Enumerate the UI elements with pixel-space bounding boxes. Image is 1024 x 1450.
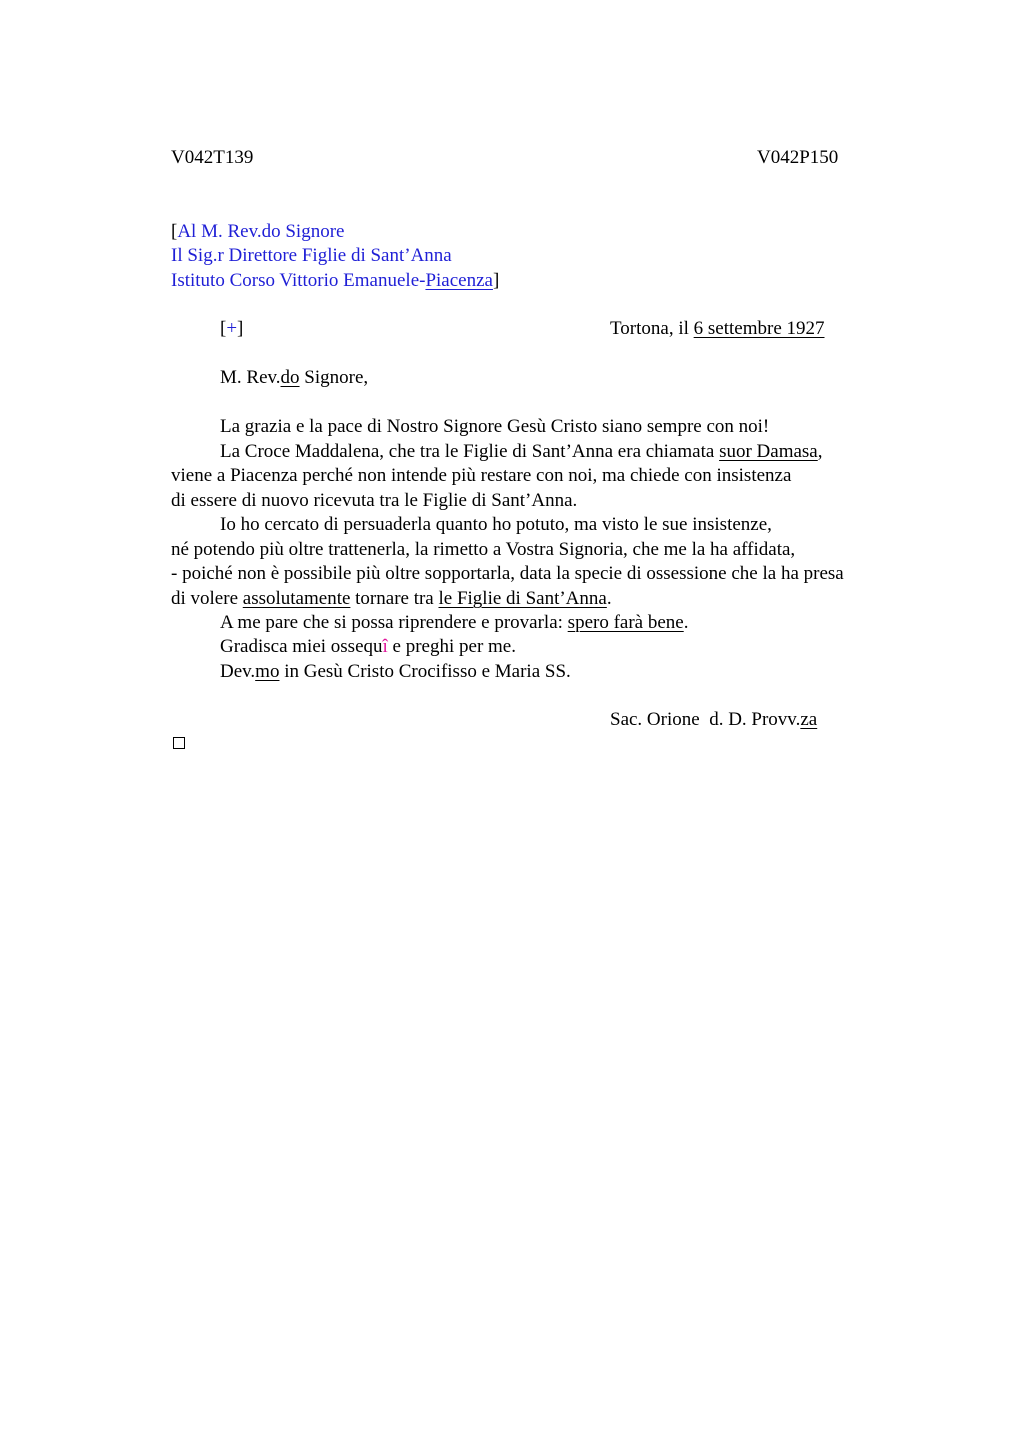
square-outline-icon xyxy=(173,737,185,749)
address-close-bracket: ] xyxy=(492,270,500,291)
address-line-1 xyxy=(171,220,344,244)
body-paragraph-3-line-2: né potendo più oltre trattenerla, la rimetto a Vostra Signoria, che me la ha affidata, xyxy=(171,539,796,560)
dateline-date: 6 settembre 1927 xyxy=(693,318,825,339)
body-paragraph-2-line-2: viene a Piacenza perché non intende più restare con noi, ma chiede con insistenza xyxy=(171,465,792,486)
address-street: Istituto Corso Vittorio Emanuele- xyxy=(171,270,426,291)
signature: Sac. Orione d. D. Provv.za xyxy=(610,709,818,730)
address-line-2: Il Sig.r Direttore Figlie di Sant’Anna xyxy=(171,245,452,266)
editorial-mark: î xyxy=(382,636,388,657)
body-paragraph-2-line-1: La Croce Maddalena, che tra le Figlie di Sant’Anna era chiamata suor Damasa, xyxy=(220,441,823,462)
body-paragraph-2-line-3: di essere di nuovo ricevuta tra le Figlie di Sant’Anna. xyxy=(171,490,578,511)
document-code-right: V042P150 xyxy=(757,147,839,168)
dateline-place: Tortona, il xyxy=(610,318,694,339)
cross-icon: + xyxy=(226,318,238,339)
body-paragraph-1: La grazia e la pace di Nostro Signore Gesù Cristo siano sempre con noi! xyxy=(220,416,770,437)
body-paragraph-3-line-1: Io ho cercato di persuaderla quanto ho potuto, ma visto le sue insistenze, xyxy=(220,514,772,535)
body-paragraph-5: Gradisca miei ossequî e preghi per me. xyxy=(220,636,516,657)
address-city: Piacenza xyxy=(425,270,493,291)
address-open-bracket: [ xyxy=(171,221,178,242)
body-paragraph-4: A me pare che si possa riprendere e provarla: spero farà bene. xyxy=(220,612,689,633)
dateline xyxy=(610,317,825,341)
body-paragraph-3-line-3: - poiché non è possibile più oltre sopportarla, data la specie di ossessione che la ha presa xyxy=(171,563,844,584)
body-paragraph-6: Dev.mo in Gesù Cristo Crocifisso e Maria SS. xyxy=(220,661,571,682)
document-code-left: V042T139 xyxy=(171,147,254,168)
cross-mark: [+] xyxy=(220,318,244,339)
body-paragraph-3-line-4: di volere assolutamente tornare tra le Figlie di Sant’Anna. xyxy=(171,588,612,609)
address-line-3 xyxy=(171,269,499,293)
salutation: M. Rev.do Signore, xyxy=(220,367,369,388)
address-recipient: Al M. Rev.do Signore xyxy=(177,221,345,242)
